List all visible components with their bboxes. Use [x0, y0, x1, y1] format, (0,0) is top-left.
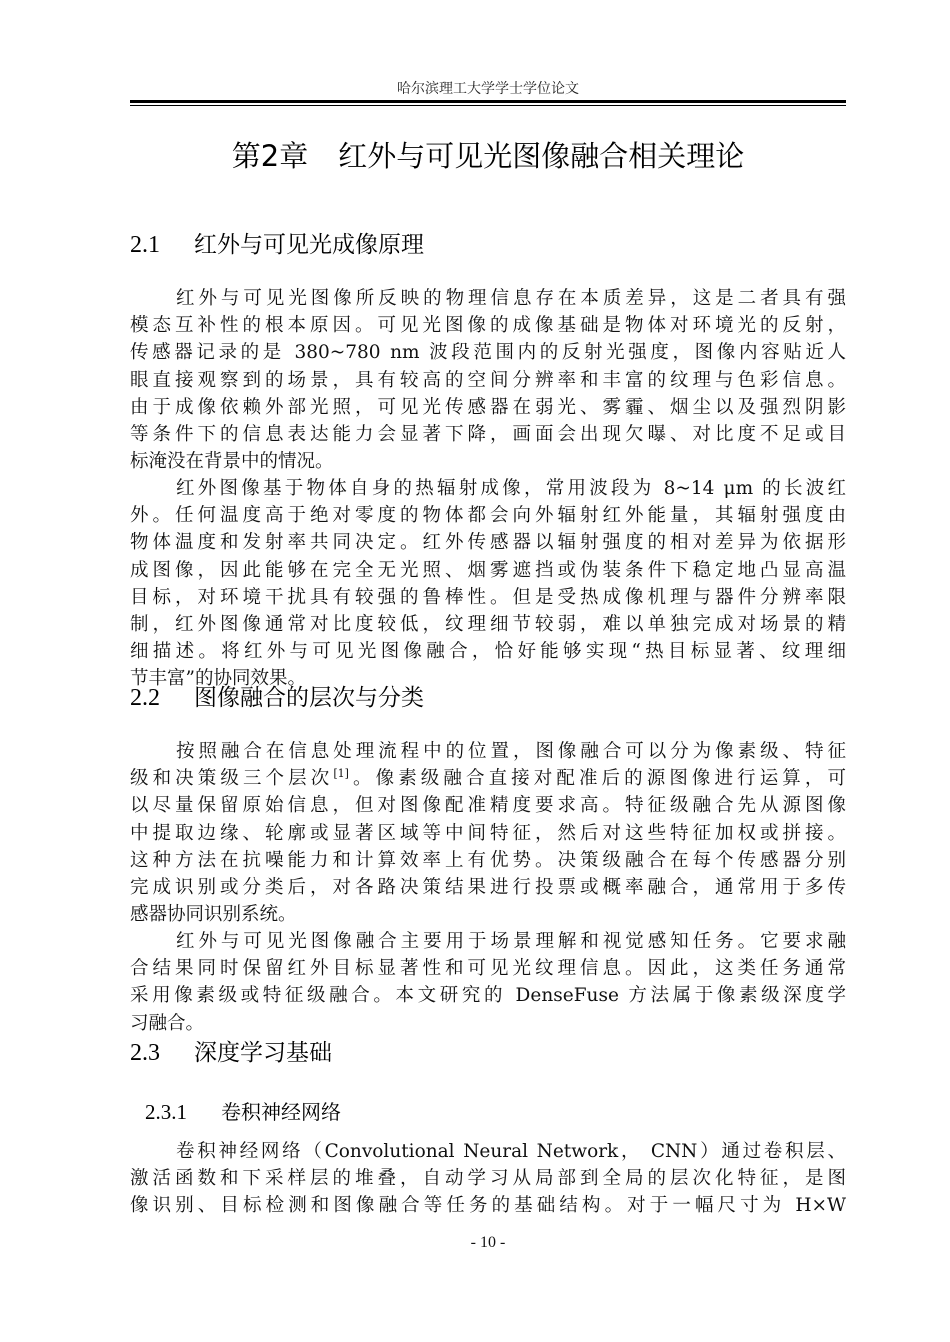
text-line: 模态互补性的根本原因。可见光图像的成像基础是物体对环境光的反射，	[130, 315, 846, 337]
chapter-number: 第2章	[231, 139, 309, 173]
text-line: 成图像，因此能够在完全无光照、烟雾遮挡或伪装条件下稳定地凸显高温	[130, 559, 846, 581]
section-title: 红外与可见光成像原理	[194, 232, 424, 258]
paragraph-2-3-1	[130, 1138, 846, 1220]
text-fragment: 级和决策级三个层次	[130, 768, 334, 790]
text-line: 按照融合在信息处理流程中的位置，图像融合可以分为像素级、特征	[176, 741, 846, 762]
text-line: 标淹没在背景中的情况。	[130, 451, 334, 473]
chapter-title-text: 红外与可见光图像融合相关理论	[338, 139, 745, 173]
text-fragment: 。像素级融合直接对配准后的源图像进行运算，可	[348, 768, 846, 790]
section-heading-2-1	[130, 226, 424, 259]
paragraph-2-2-b	[130, 928, 846, 1037]
text-line: 像识别、目标检测和图像融合等任务的基础结构。对于一幅尺寸为 H×W	[130, 1195, 846, 1217]
section-heading-2-2	[130, 679, 424, 712]
text-line: 物体温度和发射率共同决定。红外传感器以辐射强度的相对差异为依据形	[130, 532, 846, 554]
section-number: 2.3	[130, 1040, 160, 1066]
paragraph-2-1-a	[130, 285, 846, 475]
subsection-number: 2.3.1	[145, 1100, 187, 1124]
text-line: 等条件下的信息表达能力会显著下降，画面会出现欠曝、对比度不足或目	[130, 423, 846, 445]
text-line: 目标，对环境干扰具有较强的鲁棒性。但是受热成像机理与器件分辨率限	[130, 586, 846, 608]
text-line: 传感器记录的是 380~780 nm 波段范围内的反射光强度，图像内容贴近人	[130, 342, 846, 364]
text-line: 红外与可见光图像所反映的物理信息存在本质差异，这是二者具有强	[176, 288, 846, 309]
text-line: 合结果同时保留红外目标显著性和可见光纹理信息。因此，这类任务通常	[130, 958, 846, 980]
text-line: 眼直接观察到的场景，具有较高的空间分辨率和丰富的纹理与色彩信息。	[130, 369, 846, 391]
section-title: 深度学习基础	[194, 1040, 332, 1066]
text-line: 卷积神经网络（Convolutional Neural Network， CNN）通过卷积层、	[176, 1141, 846, 1162]
text-line-with-citation	[130, 765, 846, 792]
paragraph-2-1-b	[130, 475, 846, 693]
text-line: 由于成像依赖外部光照，可见光传感器在弱光、雾霾、烟尘以及强烈阴影	[130, 396, 846, 418]
section-heading-2-3	[130, 1034, 332, 1067]
subsection-title: 卷积神经网络	[221, 1100, 341, 1124]
text-line: 节丰富”的协同效果。	[130, 668, 306, 690]
citation-ref[interactable]: [1]	[333, 767, 349, 781]
header-rule-thick	[130, 100, 846, 103]
text-line: 采用像素级或特征级融合。本文研究的 DenseFuse 方法属于像素级深度学	[130, 985, 846, 1007]
text-line: 制，红外图像通常对比度较低，纹理细节较弱，难以单独完成对场景的精	[130, 613, 846, 635]
text-line: 这种方法在抗噪能力和计算效率上有优势。决策级融合在每个传感器分别	[130, 849, 846, 871]
chapter-title	[130, 134, 846, 175]
section-number: 2.2	[130, 685, 160, 711]
text-line: 习融合。	[130, 1012, 205, 1034]
text-line: 红外图像基于物体自身的热辐射成像，常用波段为 8~14 μm 的长波红	[176, 478, 846, 499]
text-line: 以尽量保留原始信息，但对图像配准精度要求高。特征级融合先从源图像	[130, 795, 846, 817]
section-number: 2.1	[130, 232, 160, 258]
paragraph-2-2-a	[130, 738, 846, 928]
text-line: 感器协同识别系统。	[130, 904, 297, 926]
page-number: - 10 -	[470, 1234, 506, 1251]
text-line: 细描述。将红外与可见光图像融合，恰好能够实现“热目标显著、纹理细	[130, 641, 846, 663]
text-line: 中提取边缘、轮廓或显著区域等中间特征，然后对这些特征加权或拼接。	[130, 822, 846, 844]
text-line: 外。任何温度高于绝对零度的物体都会向外辐射红外能量，其辐射强度由	[130, 505, 846, 527]
text-line: 完成识别或分类后，对各路决策结果进行投票或概率融合，通常用于多传	[130, 876, 846, 898]
subsection-heading-2-3-1	[145, 1096, 341, 1125]
running-header: 哈尔滨理工大学学士学位论文	[397, 81, 579, 97]
header-rule-thin	[130, 105, 846, 106]
text-line: 激活函数和下采样层的堆叠，自动学习从局部到全局的层次化特征，是图	[130, 1168, 846, 1190]
section-title: 图像融合的层次与分类	[194, 685, 424, 711]
text-line: 红外与可见光图像融合主要用于场景理解和视觉感知任务。它要求融	[176, 931, 846, 952]
